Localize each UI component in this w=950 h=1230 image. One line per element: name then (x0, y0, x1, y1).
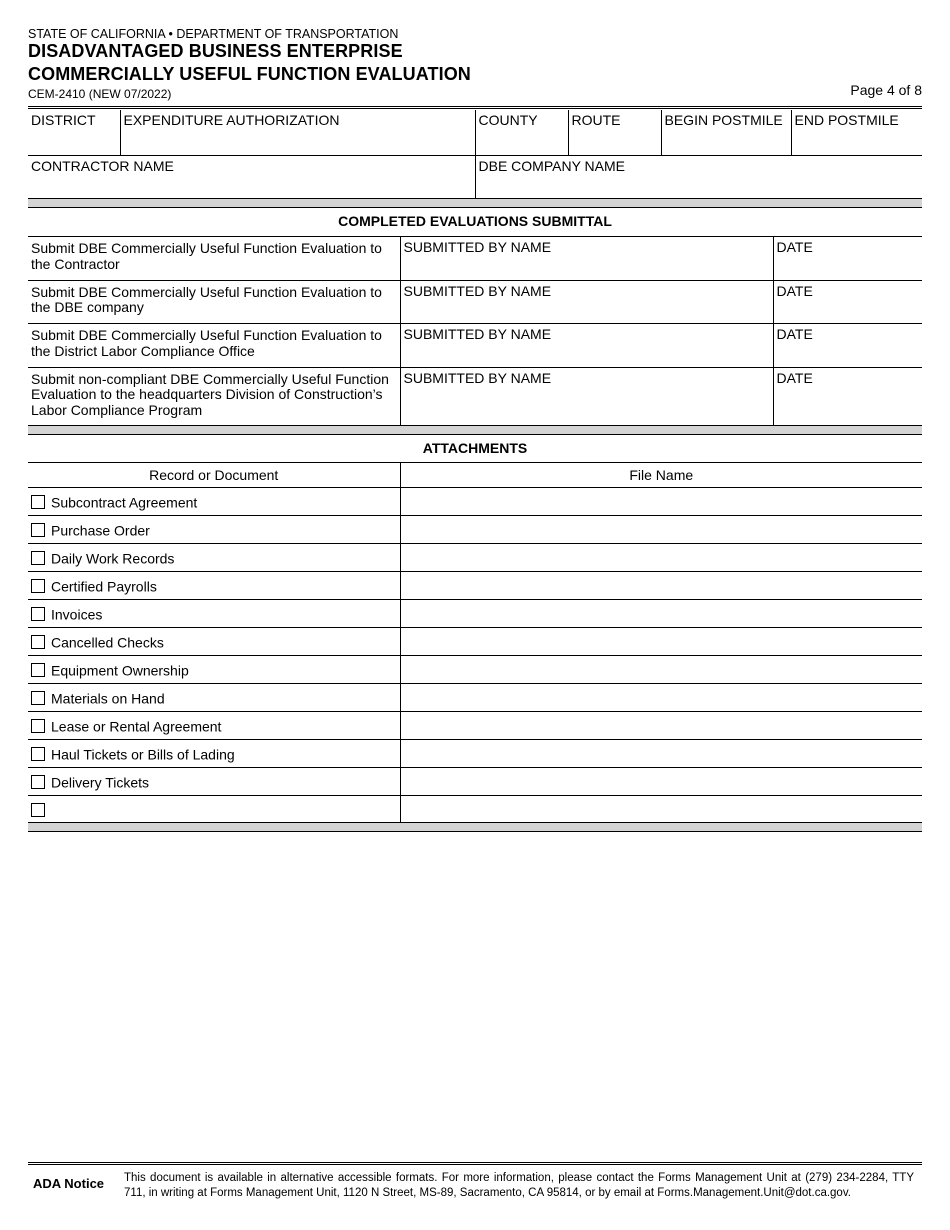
attachment-label: Certified Payrolls (51, 578, 157, 595)
attachment-row (28, 572, 922, 600)
attachment-checkbox[interactable] (31, 635, 45, 649)
form-title-line2: COMMERCIALLY USEFUL FUNCTION EVALUATION (28, 64, 471, 84)
page-number: Page 4 of 8 (850, 82, 922, 98)
attachment-checkbox[interactable] (31, 663, 45, 677)
ada-notice-text: This document is available in alternative accessible formats. For more information, please contact the Forms Management Unit at (279) 234-2284, TTY 711, in writing at Forms Management Unit, 1120 N Street, MS-89, Sacramento, CA 95814, or by email at Forms.Management.Unit@dot.ca.gov. (124, 1172, 914, 1199)
submittal-row (28, 237, 922, 281)
file-name-field[interactable] (400, 684, 922, 712)
contractor-name-field[interactable] (28, 155, 475, 198)
attachment-row (28, 544, 922, 572)
section-separator (28, 822, 922, 832)
attachment-checkbox[interactable] (31, 719, 45, 733)
section-separator (28, 425, 922, 435)
date-label: DATE (776, 369, 813, 386)
submitted-by-field[interactable] (400, 324, 773, 368)
submitted-by-field[interactable] (400, 367, 773, 425)
county-label: COUNTY (478, 112, 538, 128)
attachment-row (28, 488, 922, 516)
contractor-name-label: CONTRACTOR NAME (31, 157, 174, 174)
date-field[interactable] (773, 367, 922, 425)
attachment-row (28, 516, 922, 544)
route-label: ROUTE (571, 112, 621, 128)
footer-divider (28, 1162, 922, 1165)
file-name-field[interactable] (400, 796, 922, 823)
attachment-record-cell (28, 656, 400, 684)
attachment-row (28, 656, 922, 684)
submitted-by-label: SUBMITTED BY NAME (403, 369, 552, 386)
attachment-checkbox[interactable] (31, 691, 45, 705)
attachment-label: Materials on Hand (51, 690, 165, 707)
attachment-record-cell (28, 740, 400, 768)
file-name-field[interactable] (400, 544, 922, 572)
file-name-field[interactable] (400, 516, 922, 544)
submittal-section-title: COMPLETED EVALUATIONS SUBMITTAL (338, 213, 612, 229)
submittal-table (28, 236, 922, 425)
begin-postmile-label: BEGIN POSTMILE (664, 112, 783, 128)
attachment-checkbox[interactable] (31, 495, 45, 509)
form-number: CEM-2410 (NEW 07/2022) (28, 87, 172, 101)
form-title-line1: DISADVANTAGED BUSINESS ENTERPRISE (28, 41, 403, 61)
file-name-field[interactable] (400, 488, 922, 516)
attachment-label: Subcontract Agreement (51, 494, 198, 511)
attachment-record-cell (28, 516, 400, 544)
file-name-field[interactable] (400, 712, 922, 740)
submittal-row (28, 280, 922, 324)
submittal-description: Submit DBE Commercially Useful Function Evaluation to the Contractor (28, 237, 400, 281)
attachment-record-cell (28, 600, 400, 628)
file-name-field[interactable] (400, 600, 922, 628)
submittal-description: Submit non-compliant DBE Commercially Useful Function Evaluation to the headquarters Division of Construction’s Labor Compliance Program (31, 370, 389, 418)
attachment-record-cell (28, 572, 400, 600)
submitted-by-label: SUBMITTED BY NAME (403, 239, 552, 255)
attachment-record-cell (28, 768, 400, 796)
attachment-checkbox[interactable] (31, 579, 45, 593)
district-label: DISTRICT (31, 112, 96, 128)
submittal-description: Submit DBE Commercially Useful Function Evaluation to the DBE company (28, 280, 400, 324)
date-label: DATE (776, 326, 813, 342)
dbe-company-name-label: DBE COMPANY NAME (478, 157, 626, 174)
attachment-checkbox[interactable] (31, 607, 45, 621)
attachment-label: Delivery Tickets (51, 774, 150, 791)
attachment-record-cell (28, 796, 400, 823)
date-field[interactable] (773, 237, 922, 281)
file-name-column-header: File Name (400, 463, 922, 488)
attachment-label-other[interactable] (51, 802, 351, 818)
file-name-field[interactable] (400, 768, 922, 796)
file-name-field[interactable] (400, 628, 922, 656)
begin-postmile-field[interactable] (661, 110, 791, 155)
submittal-row (28, 367, 922, 425)
attachment-checkbox[interactable] (31, 775, 45, 789)
attachment-checkbox[interactable] (31, 523, 45, 537)
attachment-label: Lease or Rental Agreement (51, 718, 222, 735)
attachment-row (28, 796, 922, 823)
attachment-record-cell (28, 712, 400, 740)
expenditure-authorization-field[interactable] (120, 110, 475, 155)
attachment-label: Invoices (51, 606, 103, 623)
end-postmile-label: END POSTMILE (794, 112, 899, 128)
submittal-description: Submit DBE Commercially Useful Function Evaluation to the District Labor Compliance Office (28, 324, 400, 368)
date-label: DATE (776, 282, 813, 299)
attachment-checkbox[interactable] (31, 551, 45, 565)
attachment-label: Cancelled Checks (51, 634, 164, 651)
file-name-field[interactable] (400, 656, 922, 684)
agency-line: STATE OF CALIFORNIA • DEPARTMENT OF TRANSPORTATION (28, 27, 399, 41)
project-info-table (28, 110, 922, 198)
submitted-by-label: SUBMITTED BY NAME (403, 326, 552, 342)
attachment-label: Haul Tickets or Bills of Lading (51, 746, 235, 763)
attachment-row (28, 712, 922, 740)
submitted-by-field[interactable] (400, 280, 773, 324)
expenditure-authorization-label: EXPENDITURE AUTHORIZATION (123, 112, 340, 128)
file-name-field[interactable] (400, 572, 922, 600)
attachment-checkbox[interactable] (31, 803, 45, 817)
section-separator (28, 198, 922, 208)
attachment-record-cell (28, 544, 400, 572)
district-field[interactable] (28, 110, 120, 155)
attachment-row (28, 684, 922, 712)
record-column-header: Record or Document (28, 463, 400, 488)
attachments-section-title: ATTACHMENTS (422, 440, 528, 456)
end-postmile-field[interactable] (791, 110, 922, 155)
submittal-row (28, 324, 922, 368)
date-label: DATE (776, 239, 813, 255)
route-field[interactable] (568, 110, 661, 155)
attachment-checkbox[interactable] (31, 747, 45, 761)
file-name-field[interactable] (400, 740, 922, 768)
dbe-company-name-field[interactable] (475, 155, 922, 198)
header-divider (28, 106, 922, 109)
attachment-row (28, 628, 922, 656)
attachment-label: Daily Work Records (51, 550, 175, 567)
attachment-row (28, 600, 922, 628)
ada-notice-label: ADA Notice (33, 1176, 105, 1191)
attachment-row (28, 740, 922, 768)
attachment-record-cell (28, 628, 400, 656)
attachments-table (28, 462, 922, 823)
date-field[interactable] (773, 324, 922, 368)
attachment-row (28, 768, 922, 796)
submitted-by-label: SUBMITTED BY NAME (403, 282, 552, 299)
county-field[interactable] (475, 110, 568, 155)
attachment-record-cell (28, 684, 400, 712)
date-field[interactable] (773, 280, 922, 324)
attachment-label: Equipment Ownership (51, 662, 189, 679)
attachment-label: Purchase Order (51, 522, 150, 539)
attachment-record-cell (28, 488, 400, 516)
submitted-by-field[interactable] (400, 237, 773, 281)
